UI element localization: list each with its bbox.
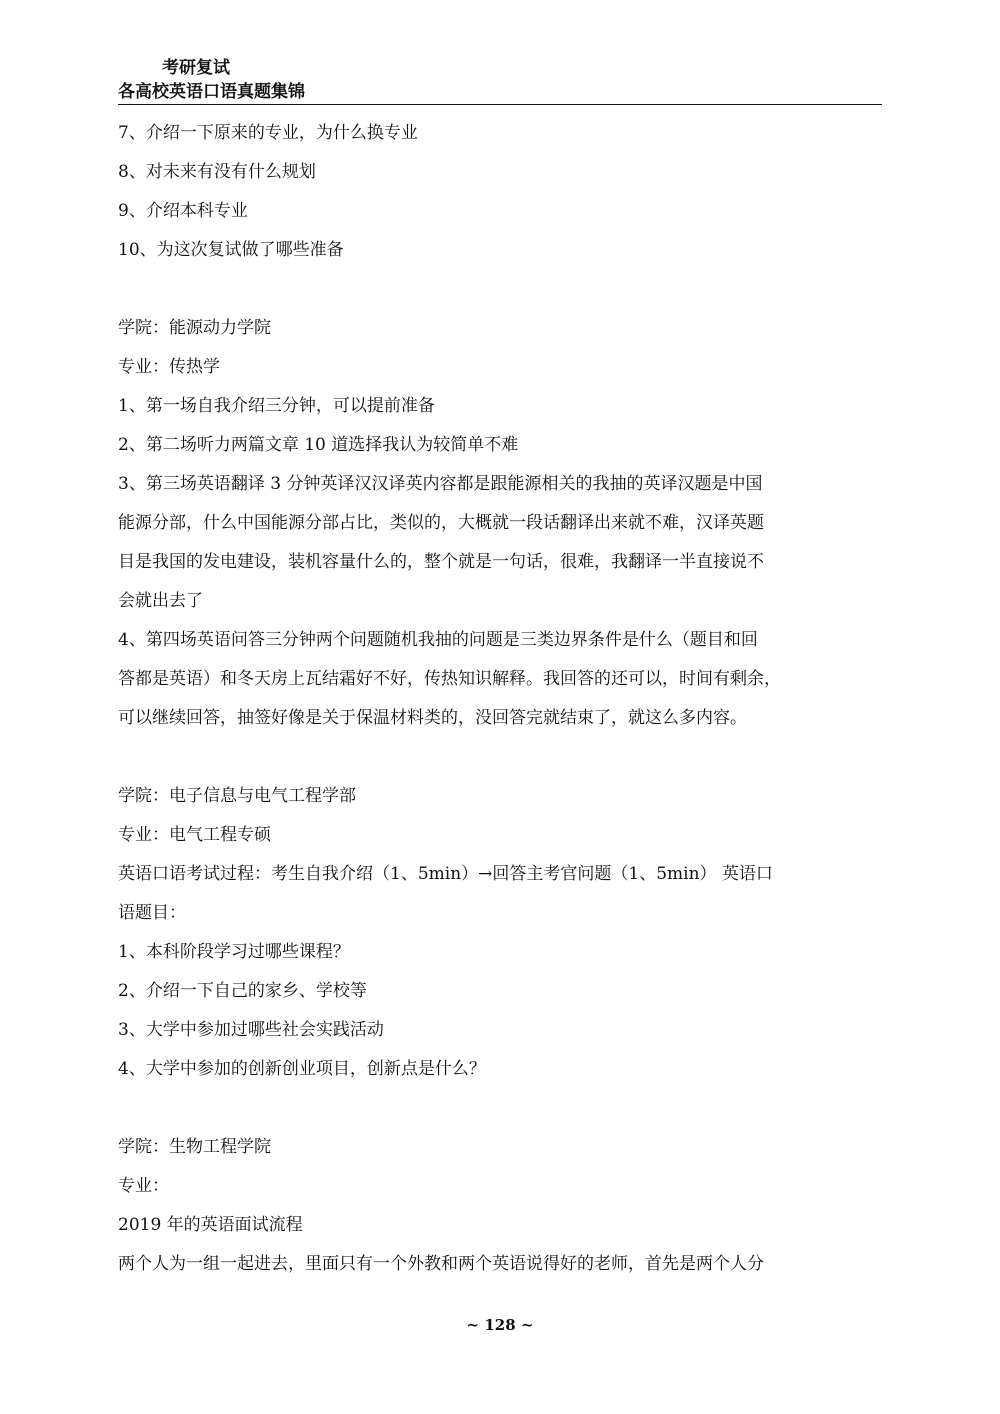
college-label: 学院：能源动力学院	[118, 318, 271, 338]
exam-step-3-line-4: 会就出去了	[118, 591, 203, 611]
exam-step-4-line-2: 答都是英语）和冬天房上瓦结霜好不好，传热知识解释。我回答的还可以，时间有剩余，	[118, 669, 781, 689]
exam-step-4-line-1: 4、第四场英语问答三分钟两个问题随机我抽的问题是三类边界条件是什么（题目和回	[118, 630, 758, 650]
exam-step-3-line-3: 目是我国的发电建设，装机容量什么的，整个就是一句话，很难，我翻译一半直接说不	[118, 552, 764, 572]
question-1: 1、本科阶段学习过哪些课程？	[118, 942, 350, 962]
major-label: 专业：电气工程专硕	[118, 825, 271, 845]
exam-step-3-line-1: 3、第三场英语翻译 3 分钟英译汉汉译英内容都是跟能源相关的我抽的英译汉题是中国	[118, 474, 763, 494]
question-7: 7、介绍一下原来的专业，为什么换专业	[118, 123, 418, 143]
section-gap	[118, 1089, 882, 1128]
exam-step-4-line-3: 可以继续回答，抽签好像是关于保温材料类的，没回答完就结束了，就这么多内容。	[118, 708, 747, 728]
section-gap	[118, 738, 882, 777]
question-4: 4、大学中参加的创新创业项目，创新点是什么？	[118, 1059, 486, 1079]
question-3: 3、大学中参加过哪些社会实践活动	[118, 1020, 384, 1040]
college-label: 学院：电子信息与电气工程学部	[118, 786, 356, 806]
question-8: 8、对未来有没有什么规划	[118, 162, 316, 182]
question-10: 10、为这次复试做了哪些准备	[118, 240, 344, 260]
document-body	[118, 114, 882, 1284]
section-gap	[118, 270, 882, 309]
college-label: 学院：生物工程学院	[118, 1137, 271, 1157]
exam-process-line-1: 英语口语考试过程：考生自我介绍（1、5min）→回答主考官问题（1、5min） 英语口	[118, 864, 773, 884]
question-9: 9、介绍本科专业	[118, 201, 248, 221]
interview-text-line-1: 两个人为一组一起进去，里面只有一个外教和两个英语说得好的老师，首先是两个人分	[118, 1254, 764, 1274]
exam-process-line-2: 语题目：	[118, 903, 186, 923]
major-label: 专业：传热学	[118, 357, 220, 377]
header-divider	[118, 104, 882, 105]
exam-step-1: 1、第一场自我介绍三分钟，可以提前准备	[118, 396, 435, 416]
header-title: 考研复试	[162, 58, 230, 78]
interview-year-title: 2019 年的英语面试流程	[118, 1215, 303, 1235]
page-header	[118, 56, 882, 104]
page-number: ~ 128 ~	[466, 1316, 534, 1334]
major-label: 专业：	[118, 1176, 169, 1196]
header-subtitle: 各高校英语口语真题集锦	[118, 82, 305, 102]
exam-step-3-line-2: 能源分部，什么中国能源分部占比，类似的，大概就一段话翻译出来就不难，汉译英题	[118, 513, 764, 533]
question-2: 2、介绍一下自己的家乡、学校等	[118, 981, 367, 1001]
exam-step-2: 2、第二场听力两篇文章 10 道选择我认为较简单不难	[118, 435, 519, 455]
